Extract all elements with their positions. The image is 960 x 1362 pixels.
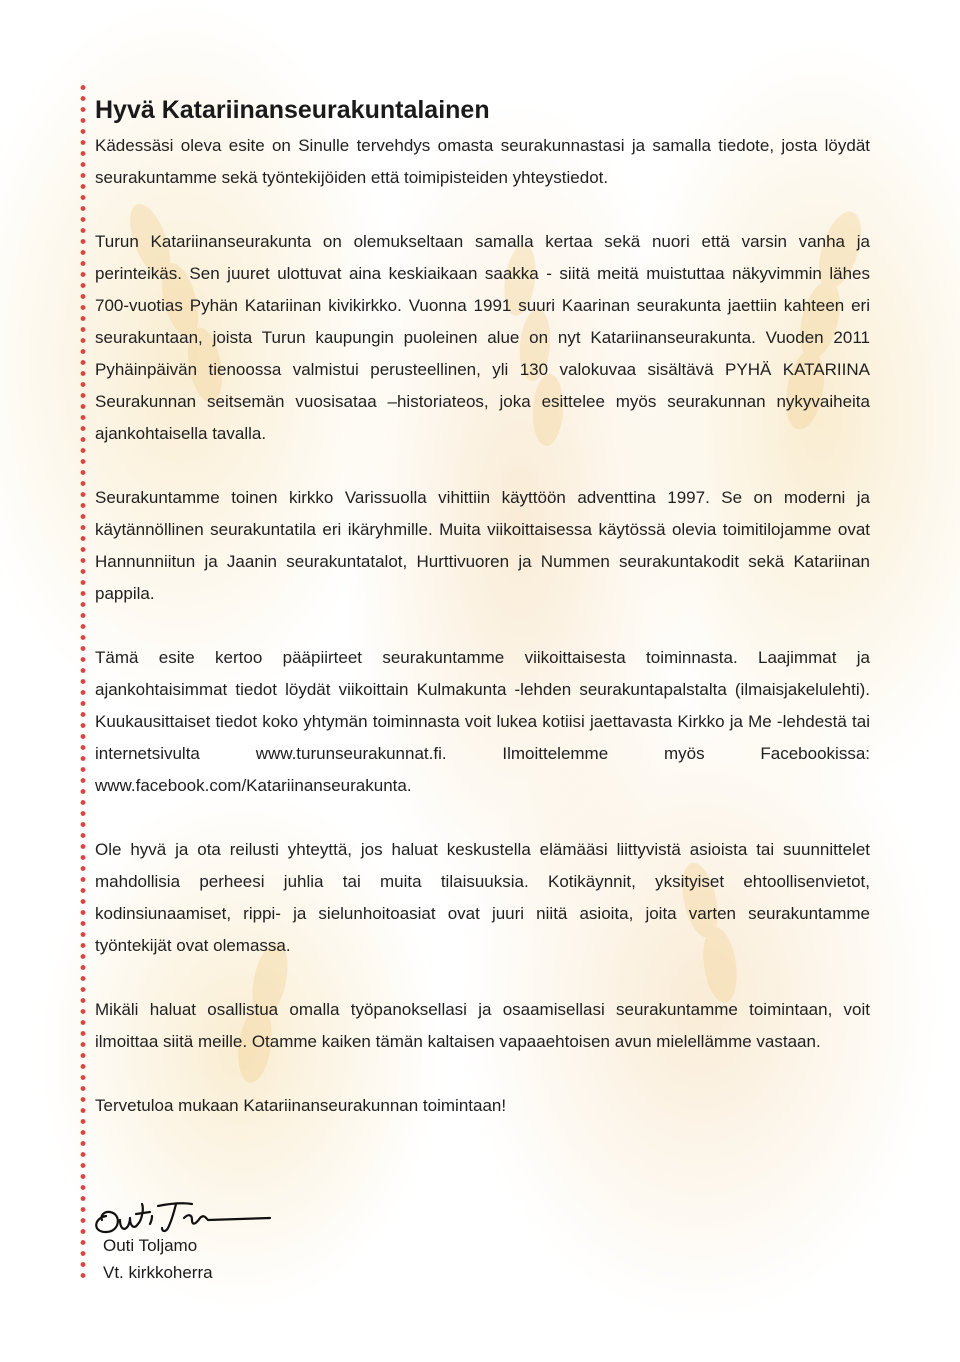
letter-body (95, 94, 870, 1154)
signer-block (103, 1232, 213, 1286)
letter-paragraph-churches: Seurakuntamme toinen kirkko Varissuolla vihittiin käyttöön adventtina 1997. Se on moderni ja käytännöllinen seurakuntatila eri ikäryhmille. Muita viikoittaisessa käytössä olevia toimitilojamme ovat Hannunniitun ja Jaanin seurakuntatalot, Hurttivuoren ja Nummen seurakuntakodit sekä Katariinan pappila. (95, 488, 870, 603)
letter-title: Hyvä Katariinanseurakuntalainen (95, 96, 490, 124)
letter-paragraph-contact: Ole hyvä ja ota reilusti yhteyttä, jos haluat keskustella elämääsi liittyvistä asioista tai suunnittelet mahdollisia perheesi juhlia tai muita tilaisuuksia. Kotikäynnit, yksityiset ehtoollisenvietot, kodinsiunaamiset, rippi- ja sielunhoitoasiat ovat juuri niitä asioita, joita varten seurakuntamme työntekijät ovat olemassa. (95, 840, 870, 955)
letter-paragraph-history: Turun Katariinanseurakunta on olemukseltaan samalla kertaa sekä nuori että varsin vanha ja perinteikäs. Sen juuret ulottuvat aina keskiaikaan saakka - siitä meitä muistuttaa näkyvimmin lähes 700-vuotias Pyhän Katariinan kivikirkko. Vuonna 1991 suuri Kaarinan seurakunta jaettiin kahteen eri seurakuntaan, joista Turun kaupungin puoleinen alue on nyt Katariinanseurakunta. Vuoden 2011 Pyhäinpäivän tienoossa valmistui perusteellinen, yli 130 valokuvaa sisältävä PYHÄ KATARIINA Seurakunnan seitsemän vuosisataa –historiateos, joka esittelee myös seurakunnan nykyvaiheita ajankohtaisella tavalla. (95, 232, 870, 443)
letter-paragraph-intro: Kädessäsi oleva esite on Sinulle tervehdys omasta seurakunnastasi ja samalla tiedote, josta löydät seurakuntamme sekä työntekijöiden että toimipisteiden yhteystiedot. (95, 136, 870, 187)
letter-paragraph-volunteer: Mikäli haluat osallistua omalla työpanoksellasi ja osaamisellasi seurakuntamme toimintaan, voit ilmoittaa siitä meille. Otamme kaiken tämän kaltaisen vapaaehtoisen avun mielellämme vastaan. (95, 1000, 870, 1051)
dotted-margin-rule (80, 82, 86, 1282)
signer-title: Vt. kirkkoherra (103, 1263, 213, 1282)
signer-name: Outi Toljamo (103, 1236, 198, 1255)
letter-paragraph-welcome: Tervetuloa mukaan Katariinanseurakunnan toimintaan! (95, 1096, 507, 1115)
letter-paragraph-information: Tämä esite kertoo pääpiirteet seurakuntamme viikoittaisesta toiminnasta. Laajimmat ja ajankohtaisimmat tiedot löydät viikoittain Kulmakunta -lehden seurakuntapalstalta (ilmaisjakelulehti). Kuukausittaiset tiedot koko yhtymän toiminnasta voit lukea kotiisi jaettavasta Kirkko ja Me -lehdestä tai internetsivulta www.turunseurakunnat.fi. Ilmoittelemme myös Facebookissa: www.facebook.com/Katariinanseurakunta. (95, 648, 870, 795)
